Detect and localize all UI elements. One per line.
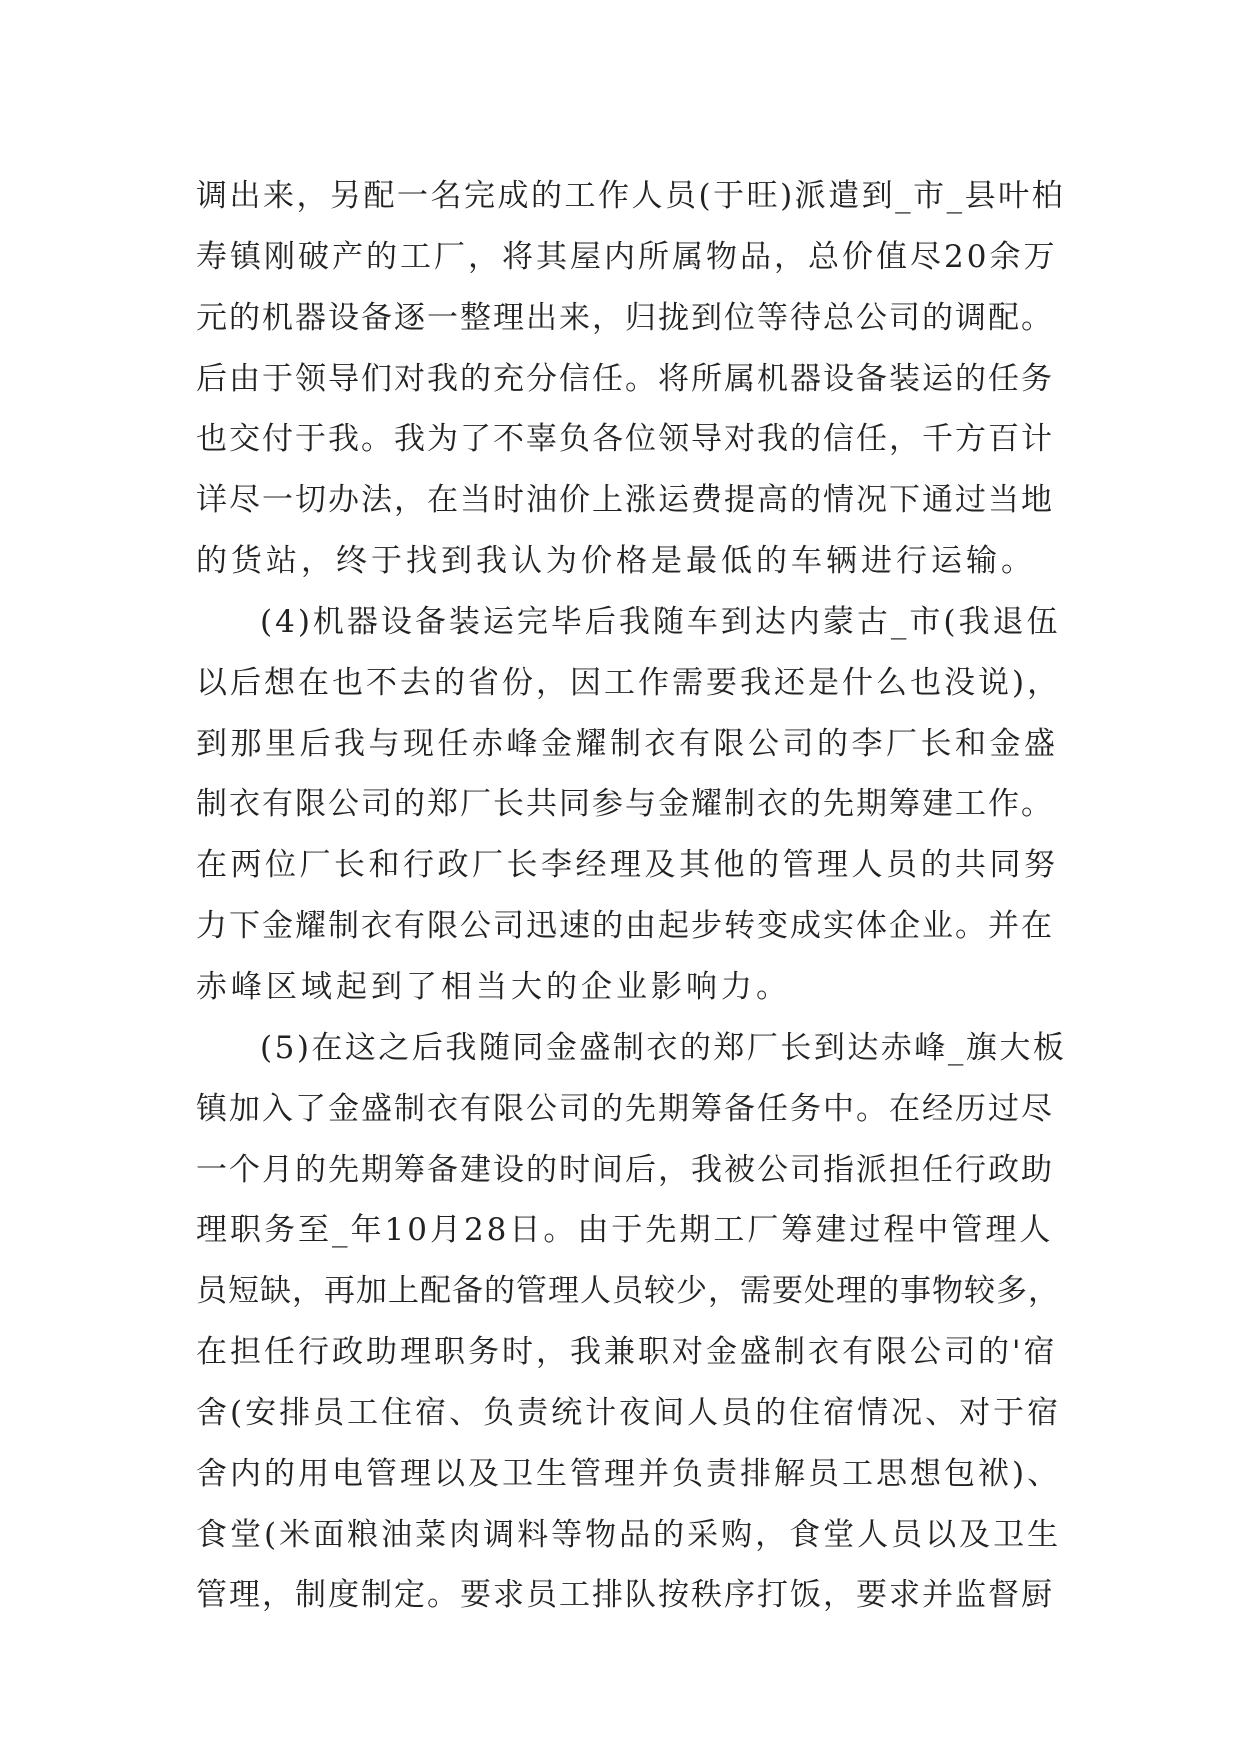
text-line: 一个月的先期筹备建设的时间后，我被公司指派担任行政助 [196,1151,1054,1188]
text-line: 制衣有限公司的郑厂长共同参与金耀制衣的先期筹建工作。 [196,786,1054,823]
text-line: 调出来，另配一名完成的工作人员(于旺)派遣到_市_县叶柏 [196,178,1066,214]
text-line: 在两位厂长和行政厂长李经理及其他的管理人员的共同努 [196,847,1059,884]
text-line: 的货站，终于找到我认为价格是最低的车辆进行运输。 [196,543,1036,580]
text-line: 理职务至_年10月28日。由于先期工厂筹建过程中管理人 [196,1212,1054,1249]
text-line: (5)在这之后我随同金盛制衣的郑厂长到达赤峰_旗大板 [260,1029,1067,1066]
text-line: 员短缺，再加上配备的管理人员较少，需要处理的事物较多， [196,1273,1060,1310]
text-line: 食堂(米面粮油菜肉调料等物品的采购，食堂人员以及卫生 [196,1516,1062,1553]
text-line: 镇加入了金盛制衣有限公司的先期筹备任务中。在经历过尽 [196,1090,1054,1127]
text-line: 后由于领导们对我的充分信任。将所属机器设备装运的任务 [196,360,1054,397]
text-line: 管理，制度制定。要求员工排队按秩序打饭，要求并监督厨 [196,1577,1054,1614]
text-line: 元的机器设备逐一整理出来，归拢到位等待总公司的调配。 [196,299,1054,336]
text-line: 寿镇刚破产的工厂，将其屋内所属物品，总价值尽20余万 [196,238,1058,275]
text-line: 以后想在也不去的省份，因工作需要我还是什么也没说)， [196,664,1062,701]
text-line: 也交付于我。我为了不辜负各位领导对我的信任，千方百计 [196,421,1054,458]
text-line: (4)机器设备装运完毕后我随车到达内蒙古_市(我退伍 [260,603,1061,640]
text-line: 到那里后我与现任赤峰金耀制衣有限公司的李厂长和金盛 [196,725,1059,762]
text-line: 力下金耀制衣有限公司迅速的由起步转变成实体企业。并在 [196,908,1054,945]
body-text [196,166,1066,1626]
text-line: 赤峰区域起到了相当大的企业影响力。 [196,968,791,1005]
text-line: 舍内的用电管理以及卫生管理并负责排解员工思想包袱)、 [196,1455,1062,1492]
text-line: 详尽一切办法，在当时油价上涨运费提高的情况下通过当地 [196,482,1054,519]
text-line: 舍(安排员工住宿、负责统计夜间人员的住宿情况、对于宿 [196,1394,1062,1431]
text-line: 在担任行政助理职务时，我兼职对金盛制衣有限公司的'宿 [196,1334,1058,1371]
